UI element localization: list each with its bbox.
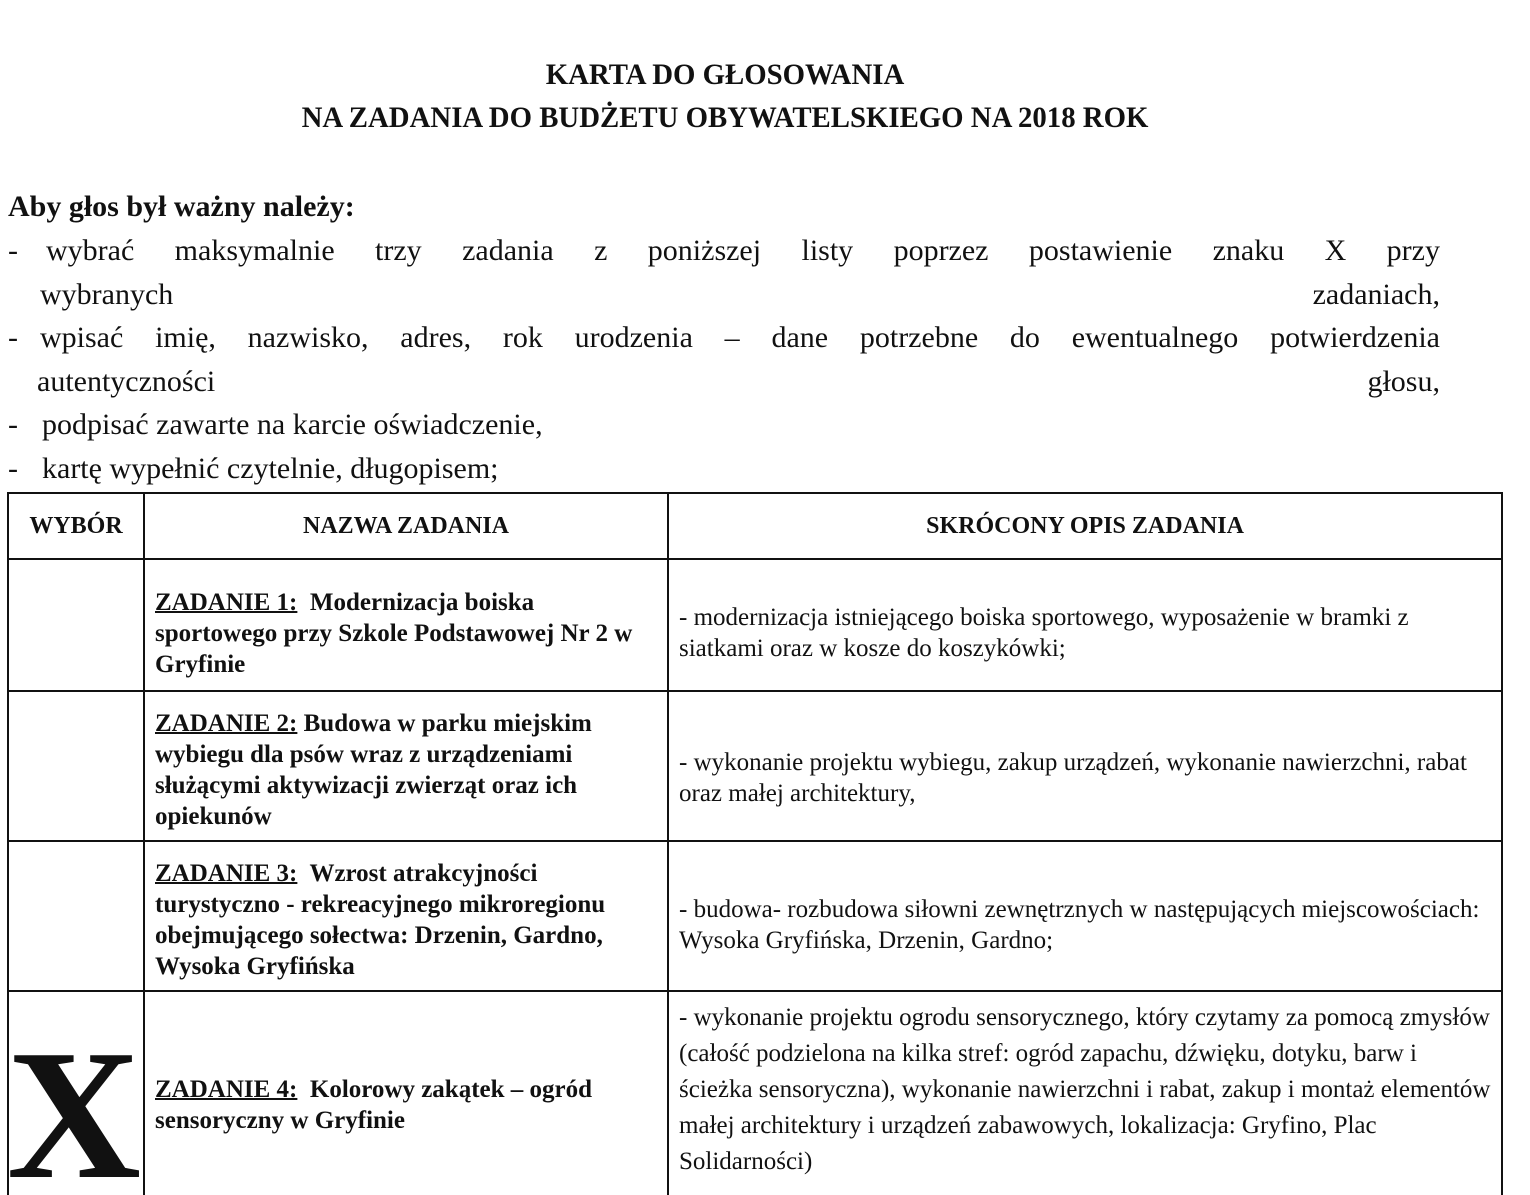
task-label: ZADANIE 3:	[155, 860, 298, 887]
task-name-cell	[144, 559, 668, 691]
instruction-text: wybrać maksymalnie trzy zadania z poniższej listy poprzez postawienie znaku X przy	[46, 234, 1440, 267]
task-name: Kolorowy zakątek – ogród sensoryczny w Gryfinie	[155, 1076, 593, 1134]
choice-cell-task-1[interactable]	[8, 559, 144, 691]
column-header-task-description: SKRÓCONY OPIS ZADANIA	[668, 493, 1502, 559]
table-row	[8, 691, 1502, 841]
task-description: - budowa- rozbudowa siłowni zewnętrznych w następujących miejscowościach: Wysoka Gryfińska, Drzenin, Gardno;	[668, 841, 1502, 991]
task-name-cell	[144, 841, 668, 991]
table-header-row	[8, 493, 1502, 559]
tasks-table	[7, 492, 1503, 1195]
column-header-choice: WYBÓR	[8, 493, 144, 559]
instruction-item-2	[8, 316, 1440, 404]
instruction-item-3	[8, 403, 1440, 447]
instruction-item-4	[8, 447, 1440, 491]
table-row	[8, 559, 1502, 691]
task-name: Budowa w parku miejskim wybiegu dla psów wraz z urządzeniami służącymi aktywizacji zwierząt oraz ich opiekunów	[155, 710, 592, 830]
choice-cell-task-4[interactable]	[8, 991, 144, 1195]
choice-cell-task-3[interactable]	[8, 841, 144, 991]
ballot-title: KARTA DO GŁOSOWANIA	[545, 58, 905, 91]
task-name: Wzrost atrakcyjności turystyczno - rekreacyjnego mikroregionu obejmującego sołectwa: Drzenin, Gardno, Wysoka Gryfińska	[155, 860, 606, 980]
instruction-text-cont: autentyczności głosu,	[37, 365, 1440, 398]
bullet-dash: -	[8, 408, 18, 441]
table-row	[8, 991, 1502, 1195]
task-name-cell	[144, 691, 668, 841]
task-description: - wykonanie projektu ogrodu sensorycznego, który czytamy za pomocą zmysłów (całość podzielona na kilka stref: ogród zapachu, dźwięku, dotyku, barw i ścieżka sensoryczna), wykonanie nawierzchni i rabat, zakup i montaż elementów małej architektury i urządzeń zabawowych, lokalizacja: Gryfino, Plac Solidarności)	[668, 991, 1502, 1195]
task-label: ZADANIE 2:	[155, 710, 298, 737]
choice-cell-task-2[interactable]	[8, 691, 144, 841]
instruction-text-cont: wybranych zadaniach,	[40, 278, 1440, 311]
column-header-task-name: NAZWA ZADANIA	[144, 493, 668, 559]
ballot-subtitle: NA ZADANIA DO BUDŻETU OBYWATELSKIEGO NA 2018 ROK	[301, 101, 1149, 134]
bullet-dash: -	[8, 321, 18, 354]
task-name-cell	[144, 991, 668, 1195]
instruction-text: wpisać imię, nazwisko, adres, rok urodzenia – dane potrzebne do ewentualnego potwierdzenia	[40, 321, 1440, 354]
table-row	[8, 841, 1502, 991]
bullet-dash: -	[8, 234, 18, 267]
task-name: Modernizacja boiska sportowego przy Szkole Podstawowej Nr 2 w Gryfinie	[155, 588, 633, 678]
instructions-heading: Aby głos był ważny należy:	[8, 190, 355, 223]
task-description: - wykonanie projektu wybiegu, zakup urządzeń, wykonanie nawierzchni, rabat oraz małej architektury,	[668, 691, 1502, 841]
instruction-item-1	[8, 229, 1440, 317]
x-mark-icon: X	[6, 1012, 142, 1195]
task-label: ZADANIE 4:	[155, 1076, 298, 1103]
task-description: - modernizacja istniejącego boiska sportowego, wyposażenie w bramki z siatkami oraz w kosze do koszykówki;	[668, 559, 1502, 691]
instruction-text: podpisać zawarte na karcie oświadczenie,	[42, 408, 543, 441]
bullet-dash: -	[8, 452, 18, 485]
task-label: ZADANIE 1:	[155, 588, 298, 616]
instruction-text: kartę wypełnić czytelnie, długopisem;	[42, 452, 499, 485]
